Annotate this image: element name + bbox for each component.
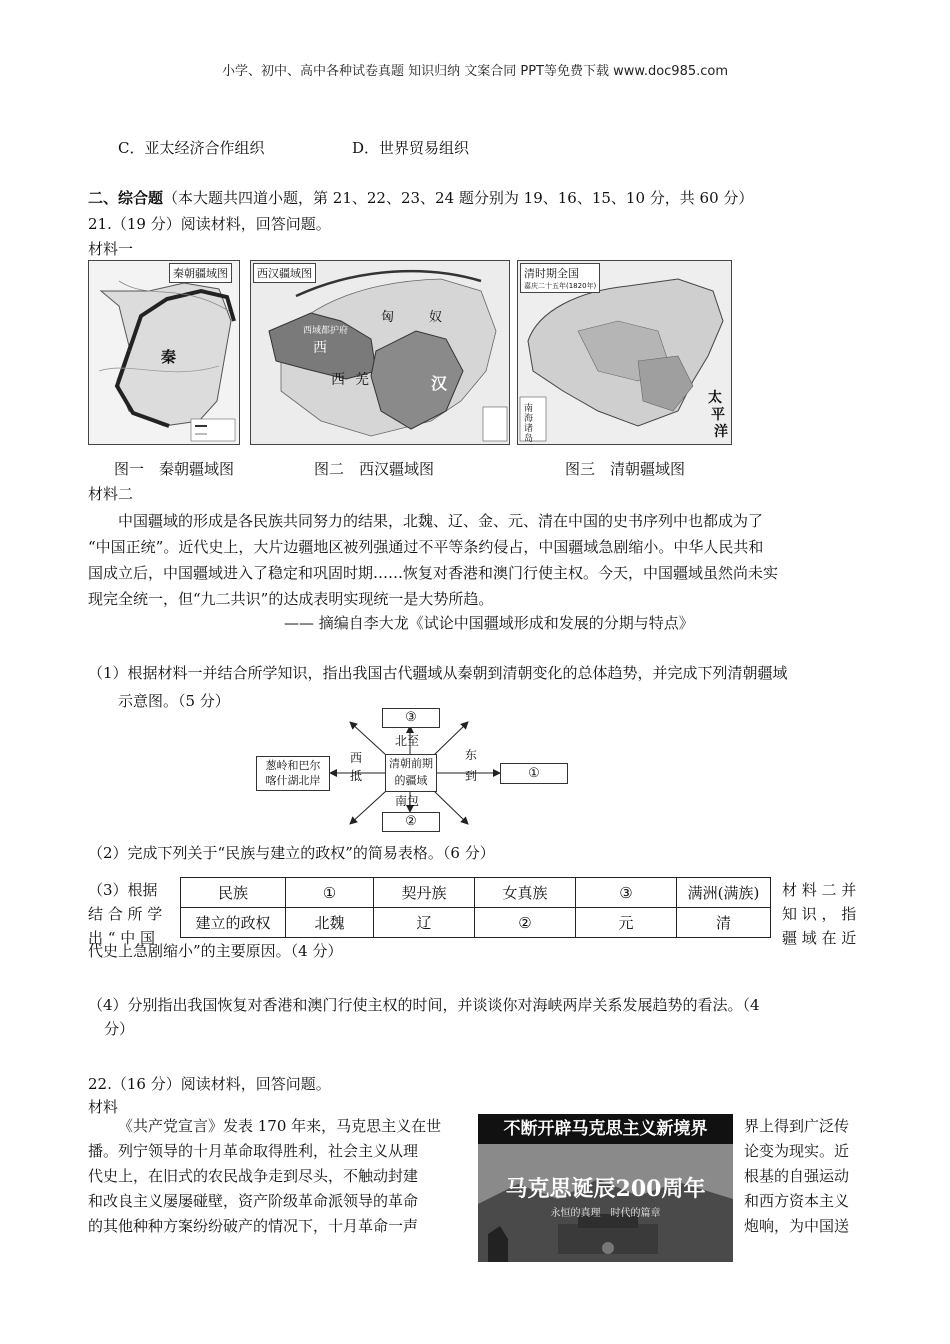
- western-han-map-title: 西汉疆域图: [253, 263, 316, 283]
- table-cell: ①: [286, 878, 374, 908]
- sub3-right-2: 知 识 ， 指: [782, 905, 857, 923]
- west-box-line-2: 喀什湖北岸: [265, 774, 321, 787]
- table-row: [181, 878, 771, 908]
- west-box: [256, 756, 330, 791]
- q22-right-2: 论变为现实。近: [744, 1142, 850, 1160]
- q21-sub3-right: [782, 878, 868, 950]
- q21-sub3-tail: 代史上急剧缩小”的主要原因。（4 分）: [88, 942, 343, 960]
- west-label: [350, 751, 362, 784]
- qing-territory-diagram: [250, 708, 570, 833]
- q22-left-3: 代史上，在旧式的农民战争走到尽头，不触动封建: [88, 1167, 419, 1185]
- table-cell: ②: [475, 908, 576, 938]
- west-label-line-1: 西: [350, 751, 363, 765]
- qing-label-zhu: 诸: [524, 424, 534, 434]
- q21-stem: 21.（19 分）阅读材料，回答问题。: [88, 215, 331, 233]
- section-title: [88, 187, 753, 208]
- qing-map-title-box: [520, 263, 600, 293]
- material-1-label: 材料一: [88, 240, 134, 258]
- option-d: D．世界贸易组织: [352, 139, 470, 157]
- han-label-xiongnu-2: 奴: [429, 310, 443, 325]
- center-box: [385, 754, 437, 792]
- han-label-xi-2: 西: [331, 372, 345, 388]
- qing-map-title: 清时期全国: [524, 267, 579, 280]
- table-cell: 契丹族: [374, 878, 475, 908]
- qin-map: [88, 260, 240, 445]
- q21-sub2: （2）完成下列关于“民族与建立的政权”的简易表格。（6 分）: [88, 844, 495, 862]
- table-cell: 元: [576, 908, 677, 938]
- q21-sub1-line-1: （1）根据材料一并结合所学知识，指出我国古代疆域从秦朝到清朝变化的总体趋势，并完成下列清朝疆域: [88, 664, 788, 682]
- table-cell: 女真族: [475, 878, 576, 908]
- q22-right-3: 根基的自强运动: [744, 1167, 850, 1185]
- q22-text-left: [88, 1114, 476, 1239]
- table-cell: 清: [677, 908, 771, 938]
- qin-map-title: 秦朝疆域图: [169, 263, 232, 283]
- qing-map-subtitle: 嘉庆二十五年(1820年): [524, 282, 597, 290]
- site-header: 小学、初中、高中各种试卷真题 知识归纳 文案合同 PPT等免费下载 www.doc985.com: [221, 64, 729, 79]
- sub3-right-1: 材 料 二 并: [782, 881, 857, 899]
- east-label: [465, 748, 477, 784]
- section-title-desc: （本大题共四道小题，第 21、22、23、24 题分别为 19、16、15、10 分，共 60 分）: [163, 189, 754, 207]
- q22-right-5: 炮响，为中国送: [744, 1217, 850, 1235]
- qin-region-label: 秦: [161, 348, 177, 366]
- table-cell: 建立的政权: [181, 908, 286, 938]
- han-label-han: 汉: [431, 374, 448, 393]
- q22-left-2: 播。列宁领导的十月革命取得胜利，社会主义从理: [88, 1142, 419, 1160]
- east-box: ①: [500, 763, 568, 784]
- table-row: [181, 908, 771, 938]
- q21-sub4-line-1: （4）分别指出我国恢复对香港和澳门行使主权的时间，并谈谈你对海峡两岸关系发展趋势的看法。（4: [88, 996, 760, 1014]
- para-line-2: “中国正统”。近代史上，大片边疆地区被列强通过不平等条约侵占，中国疆域急剧缩小。中华人民共和: [88, 538, 764, 556]
- west-box-line-1: 葱岭和巴尔: [265, 759, 321, 772]
- south-box: ②: [382, 812, 440, 832]
- q22-left-5: 的其他种种方案纷纷破产的情况下，十月革命一声: [88, 1217, 419, 1235]
- sub3-left-3: 出 “ 中 国: [88, 929, 155, 947]
- table-cell: 北魏: [286, 908, 374, 938]
- qing-label-ping: 平: [711, 407, 725, 423]
- west-label-line-2: 抵: [350, 769, 363, 783]
- para-line-3: 国成立后，中国疆域进入了稳定和巩固时期……恢复对香港和澳门行使主权。今天，中国疆域虽然尚未实: [88, 564, 779, 582]
- han-label-protectorate: 西域都护府: [303, 326, 349, 336]
- q22-right-4: 和西方资本主义: [744, 1192, 850, 1210]
- ethnic-regime-table: [180, 877, 771, 938]
- han-label-qiang: 羌: [355, 372, 369, 388]
- table-cell: 民族: [181, 878, 286, 908]
- qing-label-dao: 岛: [524, 434, 534, 444]
- para-line-4: 现完全统一，但“九二共识”的达成表明实现统一是大势所趋。: [88, 590, 494, 608]
- q22-left-4: 和改良主义屡屡碰壁，资产阶级革命派领导的革命: [88, 1192, 419, 1210]
- poster-title: 马克思诞辰200周年: [505, 1176, 706, 1202]
- qing-label-tai: 太: [708, 390, 722, 406]
- q22-right-1: 界上得到广泛传: [744, 1117, 850, 1135]
- q22-material-label: 材料: [88, 1098, 119, 1116]
- sub3-right-3: 疆 域 在 近: [782, 929, 857, 947]
- table-cell: ③: [576, 878, 677, 908]
- para-line-1: 中国疆域的形成是各民族共同努力的结果，北魏、辽、金、元、清在中国的史书序列中也都成为了: [118, 512, 764, 530]
- qing-label-hai: 海: [524, 414, 534, 424]
- q22-stem: 22.（16 分）阅读材料，回答问题。: [88, 1075, 331, 1093]
- han-label-xiongnu-1: 匈: [381, 310, 395, 325]
- east-label-line-2: 到: [465, 769, 478, 783]
- q22-left-1: 《共产党宣言》发表 170 年来，马克思主义在世: [118, 1117, 442, 1135]
- center-box-line-1: 清朝前期: [389, 757, 433, 770]
- qing-label-nan: 南: [524, 404, 534, 414]
- q21-sub4-line-2: 分）: [104, 1020, 135, 1038]
- option-c: C．亚太经济合作组织: [118, 139, 265, 157]
- table-cell: 辽: [374, 908, 475, 938]
- poster-banner: 不断开辟马克思主义新境界: [478, 1114, 733, 1144]
- material-2-label: 材料二: [88, 485, 134, 503]
- caption-qin: 图一 秦朝疆域图: [114, 460, 235, 478]
- caption-qing: 图三 清朝疆域图: [565, 460, 686, 478]
- section-title-label: 二、综合题: [88, 189, 164, 207]
- material-2-paragraph: [88, 508, 868, 612]
- western-han-map: [250, 260, 510, 445]
- poster-slogan: 永恒的真理 时代的篇章: [550, 1208, 661, 1219]
- center-box-line-2: 的疆域: [394, 774, 428, 787]
- table-cell: 满洲(满族): [677, 878, 771, 908]
- marx-anniversary-poster: [478, 1114, 733, 1262]
- north-box: ③: [382, 708, 440, 728]
- sub3-left-2: 结 合 所 学: [88, 905, 163, 923]
- east-label-line-1: 东: [465, 748, 478, 762]
- south-label: 南包: [395, 794, 420, 808]
- q21-sub1-line-2: 示意图。（5 分）: [118, 692, 230, 710]
- caption-western-han: 图二 西汉疆域图: [314, 460, 435, 478]
- qing-map: [517, 260, 732, 445]
- han-label-xi-1: 西: [313, 340, 327, 356]
- q22-text-right: [744, 1114, 868, 1239]
- sub3-left-1: （3）根据: [88, 881, 158, 899]
- north-label: 北至: [395, 734, 420, 748]
- qing-label-yang: 洋: [714, 424, 728, 440]
- material-2-source: —— 摘编自李大龙《试论中国疆域形成和发展的分期与特点》: [284, 614, 694, 632]
